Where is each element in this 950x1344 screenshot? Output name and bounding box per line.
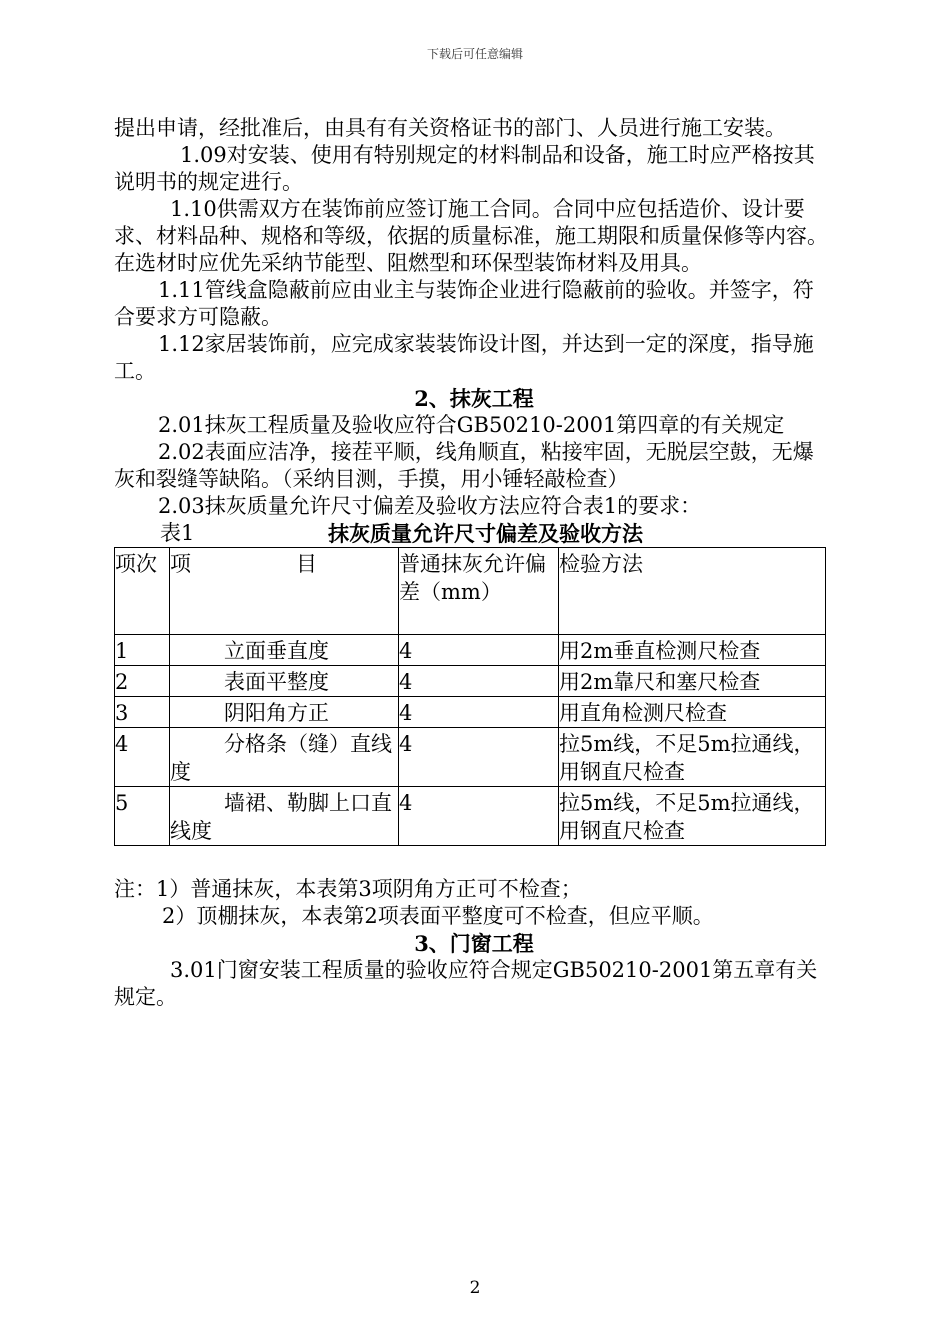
table-row	[115, 635, 826, 666]
table-title: 抹灰质量允许尺寸偏差及验收方法	[328, 521, 643, 546]
note-line-2: 2）顶棚抹灰，本表第2项表面平整度可不检查，但应平顺。	[162, 904, 714, 928]
row-no: 4	[115, 728, 170, 787]
header-cell-item: 项 目	[170, 548, 399, 635]
paragraph-1-09: 1.09对安装、使用有特别规定的材料制品和设备，施工时应严格按其说明书的规定进行。	[114, 143, 815, 194]
table-row	[115, 787, 826, 846]
paragraph-2-02: 2.02表面应洁净，接茬平顺，线角顺直，粘接牢固，无脱层空鼓，无爆灰和裂缝等缺陷。（采纳目测，手摸，用小锤轻敲检查）	[114, 440, 814, 491]
row-method: 用2m靠尺和塞尺检查	[559, 666, 826, 697]
header-cell-method: 检验方法	[559, 548, 826, 635]
note-line-1: 注：1）普通抹灰，本表第3项阴角方正可不检查；	[114, 877, 582, 901]
row-item: 分格条（缝）直线度	[170, 728, 399, 787]
row-item: 立面垂直度	[170, 635, 399, 666]
row-method: 拉5m线，不足5m拉通线，用钢直尺检查	[559, 787, 826, 846]
page-header: 下载后可任意编辑	[426, 47, 523, 61]
table-row	[115, 728, 826, 787]
paragraph-1-10: 1.10供需双方在装饰前应签订施工合同。合同中应包括造价、设计要求、材料品种、规格和等级，依据的质量标准，施工期限和质量保修等内容。在选材时应优先采纳节能型、阻燃型和环保型装饰材料及用具。	[114, 197, 828, 275]
section-3-heading: 3、门窗工程	[414, 931, 534, 956]
table-header-row	[115, 548, 826, 635]
row-tolerance: 4	[399, 635, 559, 666]
row-tolerance: 4	[399, 728, 559, 787]
row-no: 5	[115, 787, 170, 846]
page-number: 2	[469, 1278, 481, 1298]
section-2-heading: 2、抹灰工程	[414, 386, 534, 411]
table-caption	[114, 520, 834, 547]
header-cell-tolerance: 普通抹灰允许偏差（mm）	[399, 548, 559, 635]
row-tolerance: 4	[399, 787, 559, 846]
row-tolerance: 4	[399, 666, 559, 697]
paragraph-3-01: 3.01门窗安装工程质量的验收应符合规定GB50210-2001第五章有关规定。	[114, 958, 818, 1009]
document-body	[114, 115, 834, 1011]
row-method: 用直角检测尺检查	[559, 697, 826, 728]
table-row	[115, 697, 826, 728]
paragraph-1-12: 1.12家居装饰前，应完成家装装饰设计图，并达到一定的深度，指导施工。	[114, 332, 814, 383]
row-method: 拉5m线，不足5m拉通线，用钢直尺检查	[559, 728, 826, 787]
row-no: 2	[115, 666, 170, 697]
paragraph-continuation: 提出申请，经批准后，由具有有关资格证书的部门、人员进行施工安装。	[114, 116, 786, 140]
row-item: 墙裙、勒脚上口直线度	[170, 787, 399, 846]
paragraph-2-03: 2.03抹灰质量允许尺寸偏差及验收方法应符合表1的要求：	[158, 494, 702, 518]
table-number: 表1	[160, 521, 195, 545]
paragraph-2-01: 2.01抹灰工程质量及验收应符合GB50210-2001第四章的有关规定	[158, 413, 785, 437]
row-no: 3	[115, 697, 170, 728]
tolerance-table	[114, 547, 826, 846]
paragraph-1-11: 1.11管线盒隐蔽前应由业主与装饰企业进行隐蔽前的验收。并签字，符合要求方可隐蔽。	[114, 278, 814, 329]
row-item: 表面平整度	[170, 666, 399, 697]
row-no: 1	[115, 635, 170, 666]
header-cell-no: 项次	[115, 548, 170, 635]
row-tolerance: 4	[399, 697, 559, 728]
table-row	[115, 666, 826, 697]
row-item: 阴阳角方正	[170, 697, 399, 728]
row-method: 用2m垂直检测尺检查	[559, 635, 826, 666]
